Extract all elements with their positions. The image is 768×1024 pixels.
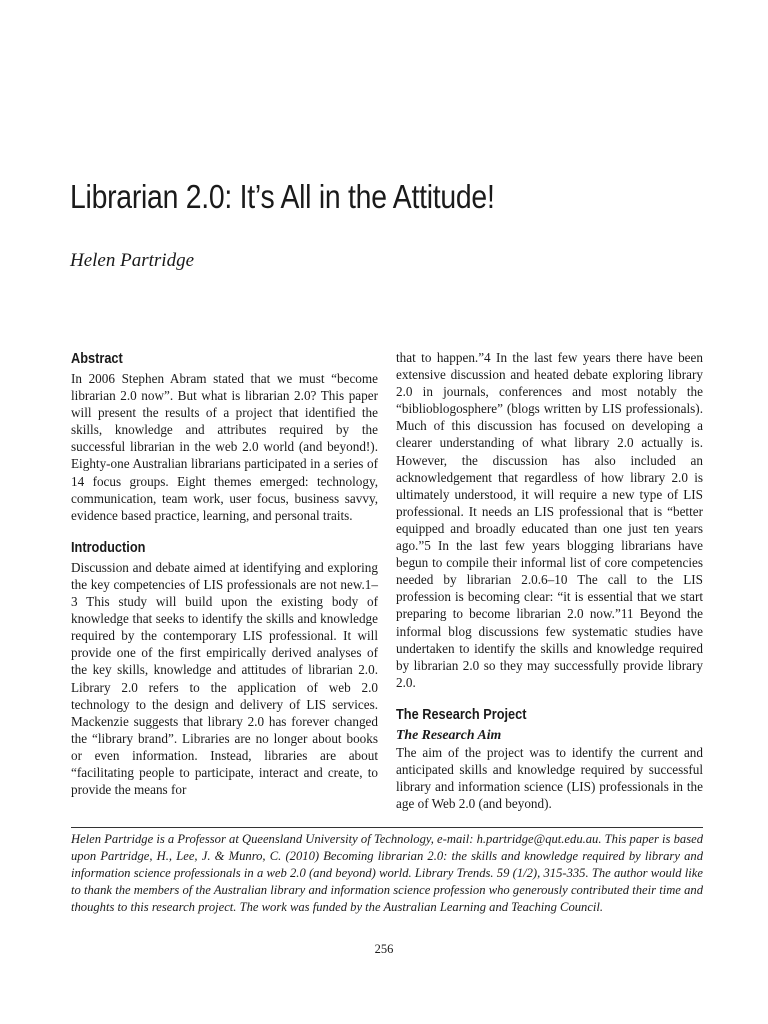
introduction-text: Discussion and debate aimed at identifying and exploring the key competencies of LIS professionals are not new.1–3 This study will build upon the existing body of knowledge that seeks to identify the skills and knowledge required by the contemporary LIS professional. It will provide one of the first empirically derived analyses of the key skills, knowledge and attitudes of librarian 2.0. Library 2.0 refers to the application of web 2.0 technology to the design and delivery of LIS services. Mackenzie suggests that library 2.0 has forever changed the “library brand”. Libraries are no longer about books or even information. Instead, libraries are about “facilitating people to participate, interact and create, to provide the means for — [71, 559, 378, 798]
abstract-text: In 2006 Stephen Abram stated that we must “become librarian 2.0 now”. But what is librarian 2.0? This paper will present the results of a project that identified the skills, knowledge and attributes required by the successful librarian in the web 2.0 world (and beyond!). Eighty-one Australian librarians participated in a series of 14 focus groups. Eight themes emerged: technology, communication, team work, user focus, business savvy, evidence based practice, learning, and personal traits. — [71, 371, 378, 523]
research-aim-heading: The Research Aim — [396, 726, 502, 742]
author-footnote: Helen Partridge is a Professor at Queensland University of Technology, e-mail: h.partridge@qut.edu.au. This paper is based upon Partridge, H., Lee, J. & Munro, C. (2010) Becoming librarian 2.0: the skills and knowledge required by library and information science professionals in a web 2.0 (and beyond) world. Library Trends. 59 (1/2), 315-335. The author would like to thank the members of the Australian library and information science profession who generously contributed their time and thoughts to this research project. The work was funded by the Australian Learning and Teaching Council. — [71, 832, 703, 914]
right-column — [396, 349, 703, 812]
page-number: 256 — [374, 942, 394, 956]
author-name: Helen Partridge — [70, 250, 195, 271]
introduction-text-continued: that to happen.”4 In the last few years there have been extensive discussion and heated debate exploring library 2.0 in journals, conferences and most notably the “biblioblogosphere” (blogs written by LIS professionals). Much of this discussion has focused on developing a clearer understanding of what library 2.0 actually is. However, the discussion has also included an acknowledgement that regardless of how library 2.0 is ultimately understood, it will require a new type of LIS professional. It needs an LIS professional that is “better equipped and broadly educated than one just ten years ago.”5 In the last few years blogging librarians have begun to compile their informal list of core competencies needed by librarian 2.0.6–10 The call to the LIS profession is becoming clear: “it is essential that we start preparing to become librarian 2.0 now.”11 Beyond the informal blog discussions few systematic studies have undertaken to identify the skills and knowledge required by librarian 2.0 so they may successfully provide library 2.0. — [396, 350, 703, 690]
research-project-heading: The Research Project — [396, 706, 527, 723]
article-title: Librarian 2.0: It’s All in the Attitude! — [70, 178, 495, 215]
left-column — [71, 349, 378, 798]
abstract-heading: Abstract — [71, 351, 123, 367]
introduction-heading: Introduction — [71, 539, 146, 556]
research-aim-text: The aim of the project was to identify the current and anticipated skills and knowledge required by successful library and information science (LIS) professionals in the age of Web 2.0 (and beyond). — [396, 744, 703, 812]
footnote-divider — [71, 827, 703, 828]
